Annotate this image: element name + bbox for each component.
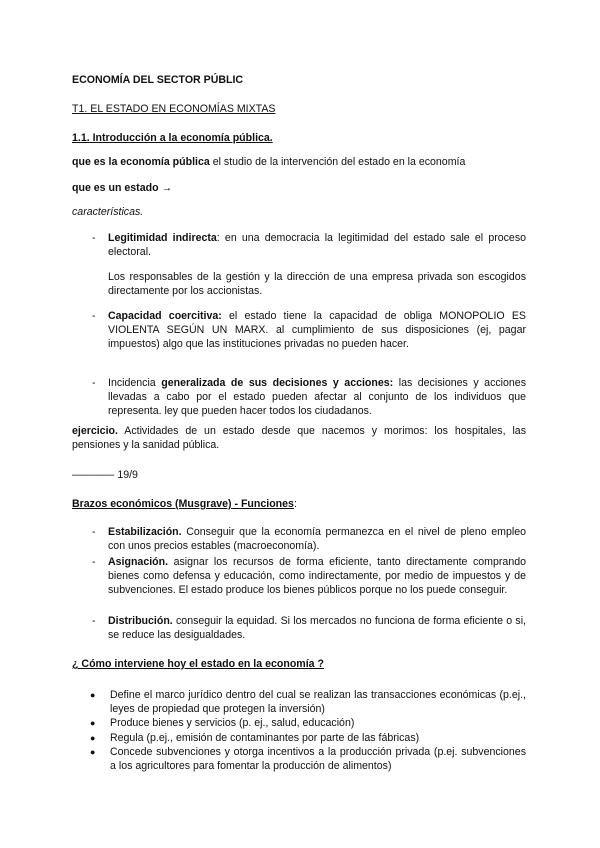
dash-marker: - (92, 232, 96, 244)
function-text: Conseguir que la economía permanezca en el nivel de pleno empleo con unos precios estables (macroeconomía). (108, 526, 526, 552)
bullet-icon: ● (90, 733, 96, 743)
function-text: asignar los recursos de forma eficiente, tanto directamente comprando bienes como defensa y educación, como indirectamente, por medio de impuestos y de subvenciones. El estado produce los bienes públicos porque no los puede conseguir. (108, 556, 526, 596)
function-text: conseguir la equidad. Si los mercados no funciona de forma eficiente o si, se reduce las desigualdades. (108, 615, 526, 641)
item-prefix: Incidencia (108, 377, 162, 389)
section-heading: 1.1. Introducción a la economía pública. (72, 132, 273, 144)
definition-text: el studio de la intervención del estado en la economía (209, 156, 466, 168)
definition-estado (72, 181, 172, 195)
dash-marker: - (92, 310, 96, 322)
dash-marker: - (92, 556, 96, 568)
ejercicio-label: ejercicio. (72, 425, 118, 437)
item-incidencia (108, 376, 526, 418)
item-text: las decisiones y acciones llevadas a cabo por el estado pueden afectar al conjunto de los individuos que representa. ley que pueden hacer todos los ciudadanos. (108, 377, 526, 417)
dash-marker: - (92, 615, 96, 627)
item-label: Legitimidad indirecta (108, 232, 217, 244)
function-label: Asignación. (108, 556, 169, 568)
dash-marker: - (92, 377, 96, 389)
dash-marker: - (92, 526, 96, 538)
question-heading: ¿ Cómo interviene hoy el estado en la economía ? (72, 658, 324, 670)
brazos-title: Brazos económicos (Musgrave) - Funciones (72, 498, 294, 510)
date-separator: ———— 19/9 (72, 469, 138, 481)
list-item: Produce bienes y servicios (p. ej., salud, educación) (110, 717, 355, 729)
item-legitimidad (108, 231, 526, 259)
ejercicio-text: Actividades de un estado desde que nacemos y morimos: los hospitales, las pensiones y la sanidad pública. (72, 425, 526, 451)
item-label: generalizada de sus decisiones y acciones: (161, 377, 394, 389)
characteristics-label: características. (72, 206, 144, 218)
list-item: Regula (p.ej., emisión de contaminantes por parte de las fábricas) (110, 732, 420, 744)
definition-label: que es la economía pública (72, 156, 210, 168)
list-item: Define el marco jurídico dentro del cual se realizan las transacciones económicas (p.ej., leyes de propiedad que protegen la inversión) (110, 689, 526, 715)
brazos-colon: : (293, 498, 297, 510)
topic-heading: T1. EL ESTADO EN ECONOMÍAS MIXTAS (72, 103, 276, 115)
function-label: Distribución. (108, 615, 173, 627)
bullet-icon: ● (90, 718, 96, 728)
function-label: Estabilización. (108, 526, 182, 538)
definition-label: que es un estado (72, 182, 159, 194)
ejercicio-paragraph (72, 424, 526, 452)
definition-economia-publica (72, 155, 465, 169)
function-distribucion (108, 614, 526, 642)
bullet-icon: ● (90, 747, 96, 757)
item-capacidad (108, 309, 526, 351)
item-text: el estado tiene la capacidad de obliga MONOPOLIO ES VIOLENTA SEGÚN UN MARX. al cumplimiento de sus disposiciones (ej, pagar impuestos) algo que las instituciones privadas no pueden hacer. (108, 310, 526, 350)
item-label: Capacidad coercitiva: (108, 310, 222, 322)
function-estabilizacion (108, 525, 526, 553)
brazos-heading (72, 497, 297, 511)
item-legitimidad-extra: Los responsables de la gestión y la dirección de una empresa privada son escogidos directamente por los accionistas. (108, 271, 526, 297)
list-item: Concede subvenciones y otorga incentivos a la producción privada (p.ej. subvenciones a los agricultores para fomentar la producción de alimentos) (110, 746, 526, 772)
arrow-icon: → (158, 182, 173, 194)
bullet-icon: ● (90, 690, 96, 700)
document-title: ECONOMÍA DEL SECTOR PÚBLIC (72, 74, 244, 86)
item-text: : en una democracia la legitimidad del estado sale el proceso electoral. (108, 232, 527, 258)
function-asignacion (108, 555, 526, 597)
